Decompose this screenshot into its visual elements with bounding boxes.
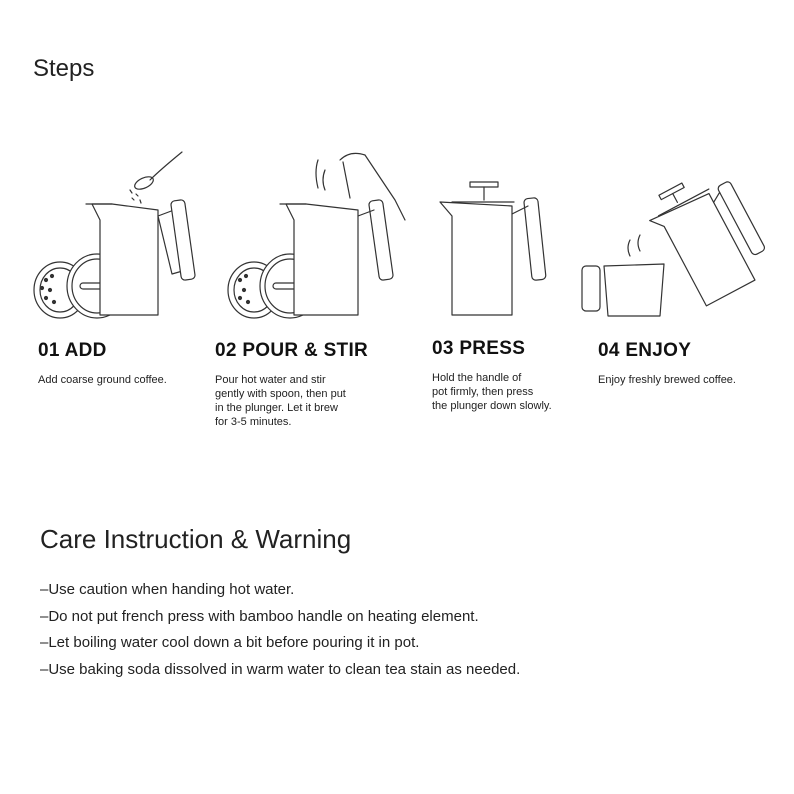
steps-heading: Steps (33, 55, 95, 82)
step-title: 03 PRESS (432, 338, 526, 359)
care-item: –Use caution when handing hot water. (40, 581, 295, 598)
step-pour-stir (215, 340, 368, 429)
care-heading: Care Instruction & Warning (40, 524, 352, 554)
press-plunger-icon (440, 182, 546, 315)
step-title: 01 ADD (38, 340, 107, 361)
step-press (432, 338, 552, 413)
step-description: Enjoy freshly brewed coffee. (598, 374, 736, 386)
step-description: Hold the handle of pot firmly, then press the plunger down slowly. (432, 372, 552, 412)
care-list (40, 577, 520, 683)
step-description: Add coarse ground coffee. (38, 374, 167, 386)
pour-into-mug-icon (582, 163, 776, 316)
step-title: 02 POUR & STIR (215, 340, 369, 361)
care-item: –Use baking soda dissolved in warm water to clean tea stain as needed. (40, 660, 521, 678)
step-title: 04 ENJOY (598, 340, 692, 361)
pour-water-icon (228, 153, 405, 318)
add-coffee-grounds-icon (34, 152, 195, 318)
step-illustrations (0, 140, 794, 330)
step-add (38, 340, 167, 387)
step-enjoy (598, 340, 736, 387)
care-item: –Let boiling water cool down a bit before pouring it in pot. (40, 634, 420, 651)
care-item: –Do not put french press with bamboo handle on heating element. (40, 607, 479, 625)
step-description: Pour hot water and stir gently with spoon, then put in the plunger. Let it brew for 3-5 minutes. (215, 374, 346, 428)
